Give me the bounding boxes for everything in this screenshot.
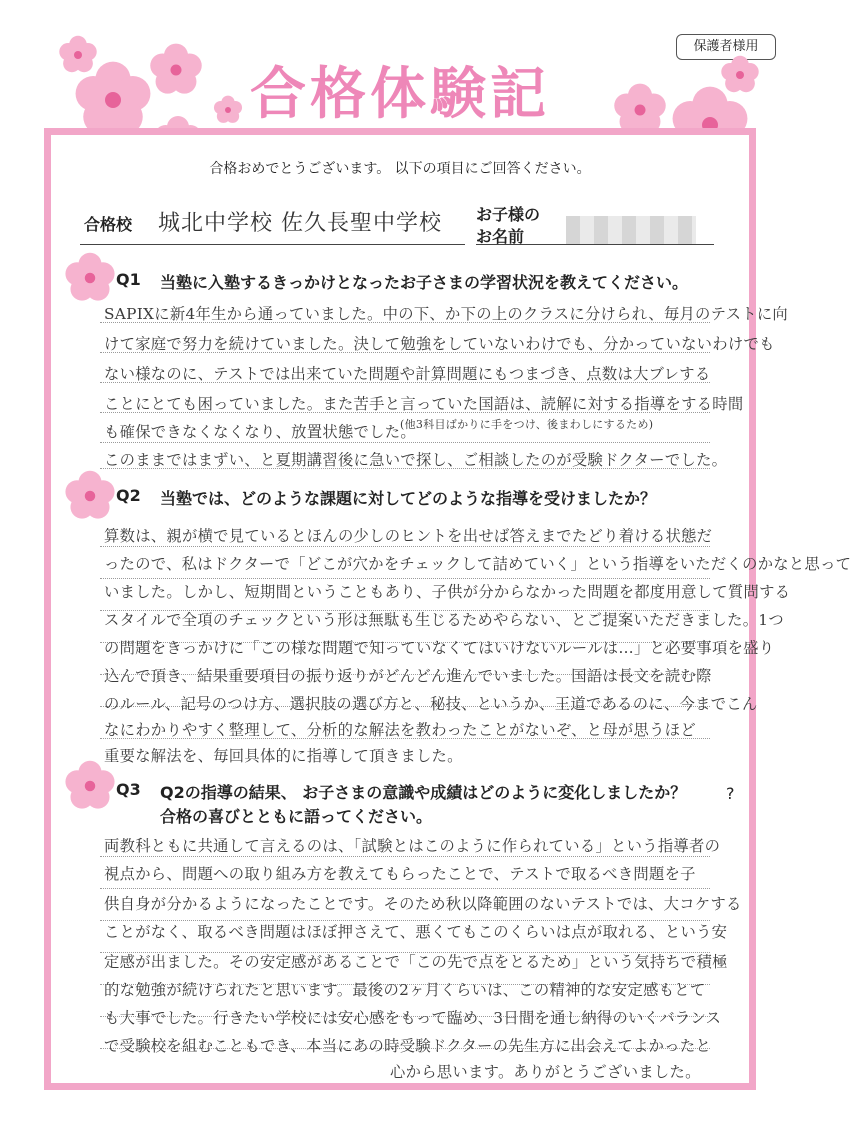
q3-question-extra-mark: ? <box>726 784 735 803</box>
q1-answer-line-4: ことにとても困っていました。また苦手と言っていた国語は、読解に対する指導をする時間 <box>104 395 744 413</box>
q2-question: 当塾では、どのような課題に対してどのような指導を受けましたか？ <box>160 489 657 508</box>
q2-rule-2 <box>100 578 710 579</box>
q1-answer-note: (他3科目ばかりに手をつけ、後まわしにするため) <box>400 418 654 431</box>
school-label: 合格校 <box>84 215 133 234</box>
child-name-redacted <box>566 216 696 244</box>
q2-answer-line-5: の問題をきっかけに「この様な問題で知っていなくてはいけないルールは…」と必要事項を盛り <box>104 639 775 657</box>
child-name-label-line1: お子様の <box>476 205 541 224</box>
q3-number: Q3 <box>116 780 141 799</box>
q3-answer-line-1: 両教科ともに共通して言えるのは、「試験とはこのように作られている」という指導者の <box>104 837 721 855</box>
school-underline <box>80 244 465 245</box>
q3-answer-line-3: 供自身が分かるようになったことです。そのため秋以降範囲のないテストでは、大コケする <box>104 895 742 913</box>
q2-answer-line-8: なにわかりやすく整理して、分析的な解法を教わったことがないぞ、と母が思うほど <box>104 721 696 739</box>
q3-answer-line-9: 心から思います。ありがとうございました。 <box>390 1063 701 1081</box>
q3-rule-2 <box>100 888 710 889</box>
q1-answer-line-1: SAPIXに新4年生から通っていました。中の下、か下の上のクラスに分けられ、毎月のテストに向 <box>104 305 789 323</box>
child-name-underline <box>476 244 714 245</box>
child-name-label <box>476 204 540 248</box>
intro-text: 合格おめでとうございます。 以下の項目にご回答ください。 <box>209 161 591 177</box>
q1-number: Q1 <box>116 270 141 289</box>
q3-answer-line-7: も大事でした。行きたい学校には安心感をもって臨め、3日間を通し納得のいくバランス <box>104 1009 722 1027</box>
q1-answer-line-3: ない様なのに、テストでは出来ていた問題や計算問題にもつまづき、点数は大ブレする <box>104 365 711 383</box>
q1-question: 当塾に入塾するきっかけとなったお子さまの学習状況を教えてください。 <box>160 273 689 292</box>
child-name-label-line2: お名前 <box>476 227 525 246</box>
q2-answer-line-3: いました。しかし、短期間ということもあり、子供が分からなかった問題を都度用意して質問する <box>104 583 791 601</box>
q1-answer-line-6: このままではまずい、と夏期講習後に急いで探し、ご相談したのが受験ドクターでした。 <box>104 451 728 469</box>
q3-flower-icon <box>70 766 110 806</box>
q2-answer-line-4: スタイルで全項のチェックという形は無駄も生じるためやらない、とご提案いただきました。1つ <box>104 611 784 629</box>
q2-rule-1 <box>100 546 710 547</box>
page-title: 合格体験記 <box>250 61 550 127</box>
q1-answer-line-2: けて家庭で努力を続けていました。決して勉強をしていないわけでも、分かっていないわけでも <box>104 335 775 353</box>
school-value: 城北中学校 佐久長聖中学校 <box>158 211 442 236</box>
q2-answer-line-1: 算数は、親が横で見ているとほんの少しのヒントを出せば答えまでたどり着ける状態だ <box>104 527 713 545</box>
q2-answer-line-2: ったので、私はドクターで「どこが穴かをチェックして詰めていく」という指導をいただくのかなと思って <box>104 555 851 573</box>
q2-answer-line-9: 重要な解法を、毎回具体的に指導して頂きました。 <box>104 747 463 765</box>
q1-rule-5 <box>100 442 710 443</box>
q3-answer-line-8: で受験校を組むこともでき、本当にあの時受験ドクターの先生方に出会えてよかったと <box>104 1037 712 1055</box>
q3-answer-line-6: 的な勉強が続けられたと思います。最後の2ヶ月くらいは、この精神的な安定感もとて <box>104 981 706 999</box>
q3-question-line2: 合格の喜びとともに語ってください。 <box>160 807 433 826</box>
q2-number: Q2 <box>116 486 141 505</box>
q1-flower-icon <box>70 258 110 298</box>
q3-question-line1: Q2の指導の結果、 お子さまの意識や成績はどのように変化しましたか？ <box>160 783 687 802</box>
q2-answer-line-7: のルール、記号のつけ方、選択肢の選び方と、秘技、というか、王道であるのに、今までこん <box>104 695 758 713</box>
q3-rule-1 <box>100 856 710 857</box>
q3-answer-line-4: ことがなく、取るべき問題はほぼ押さえて、悪くてもこのくらいは点が取れる、という安 <box>104 923 728 941</box>
q2-answer-line-6: 込んで頂き、結果重要項目の振り返りがどんどん進んでいました。国語は長文を読む際 <box>104 667 712 685</box>
q2-flower-icon <box>70 476 110 516</box>
parent-badge: 保護者様用 <box>676 34 776 60</box>
q3-answer-line-5: 定感が出ました。その安定感があることで「この先で点をとるため」という気持ちで積極 <box>104 953 728 971</box>
q1-answer-line-5: も確保できなくなくなり、放置状態でした。 <box>104 423 416 441</box>
q3-answer-line-2: 視点から、問題への取り組み方を教えてもらったことで、テストで取るべき問題を子 <box>104 865 696 883</box>
